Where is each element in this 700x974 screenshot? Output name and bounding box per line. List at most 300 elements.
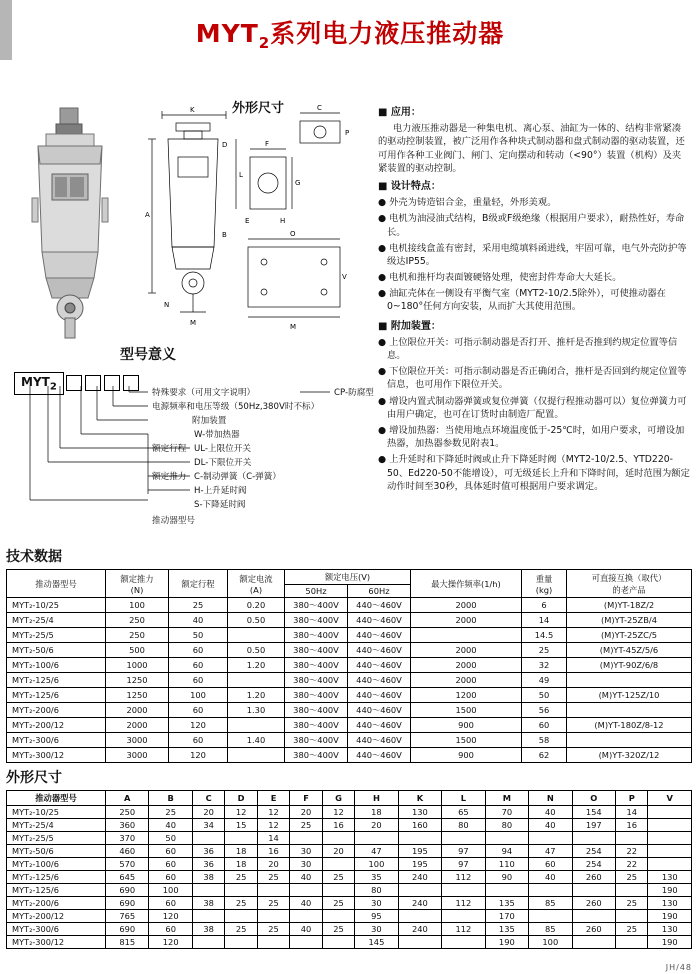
svg-text:M: M xyxy=(290,323,297,331)
dim-M-cell: 135 xyxy=(485,923,528,936)
force-cell: 3000 xyxy=(106,748,169,763)
leader-label: 额定推力 xyxy=(152,472,187,482)
dim-L-cell: 112 xyxy=(442,897,485,910)
dim-F-cell: 40 xyxy=(290,871,322,884)
dimension-drawings xyxy=(140,97,355,347)
force-cell: 500 xyxy=(106,643,169,658)
dim-V-cell: 190 xyxy=(648,884,692,897)
dim-C-cell: 34 xyxy=(192,819,224,832)
dimension-drawing-caption: 外形尺寸 xyxy=(232,101,285,116)
dim-C-cell xyxy=(192,832,224,845)
dim-P-cell: 25 xyxy=(616,871,648,884)
dim-E-cell xyxy=(257,936,289,949)
table-row xyxy=(7,806,692,819)
voltage50-cell: 380～400V xyxy=(285,733,348,748)
dim-P-cell: 14 xyxy=(616,806,648,819)
stroke-cell: 25 xyxy=(169,598,228,613)
dim-E-cell xyxy=(257,910,289,923)
dim-L-cell xyxy=(442,832,485,845)
dimension-table xyxy=(6,790,692,949)
voltage60-cell: 440～460V xyxy=(348,688,411,703)
table-row xyxy=(7,910,692,923)
weight-cell: 60 xyxy=(522,718,567,733)
svg-text:K: K xyxy=(190,106,195,114)
dim-F-cell xyxy=(290,936,322,949)
force-cell: 1250 xyxy=(106,673,169,688)
dim-M-cell: 110 xyxy=(485,858,528,871)
dim-L-cell: 112 xyxy=(442,871,485,884)
svg-text:A: A xyxy=(145,211,150,219)
dim-C-cell xyxy=(192,936,224,949)
dim-V-cell xyxy=(648,806,692,819)
th-current: 额定电流 (A) xyxy=(228,570,285,598)
dims-th-o: O xyxy=(572,791,615,806)
dim-N-cell: 60 xyxy=(529,858,572,871)
dim-B-cell: 25 xyxy=(149,806,192,819)
table-row xyxy=(7,832,692,845)
dim-V-cell xyxy=(648,819,692,832)
table-row xyxy=(7,884,692,897)
dim-D-cell: 15 xyxy=(225,819,257,832)
current-cell: 0.50 xyxy=(228,643,285,658)
dim-C-cell: 36 xyxy=(192,845,224,858)
dim-F-cell: 40 xyxy=(290,897,322,910)
table-row xyxy=(7,733,692,748)
dim-P-cell xyxy=(616,832,648,845)
leader-label: 附加装置 xyxy=(192,416,227,426)
dim-P-cell xyxy=(616,910,648,923)
model-cell: MYT₂-200/12 xyxy=(7,718,106,733)
leader-label: S-下降延时阀 xyxy=(194,500,246,510)
svg-text:L: L xyxy=(239,171,243,179)
table-row xyxy=(7,658,692,673)
dims-th-v: V xyxy=(648,791,692,806)
model-cell: MYT₂-100/6 xyxy=(7,858,106,871)
replace-cell xyxy=(567,733,692,748)
stroke-cell: 120 xyxy=(169,718,228,733)
leader-label: CP-防腐型 xyxy=(334,388,374,398)
dim-B-cell: 40 xyxy=(149,819,192,832)
dim-M-cell: 70 xyxy=(485,806,528,819)
tech-section-title: 技术数据 xyxy=(6,549,62,565)
stroke-cell: 60 xyxy=(169,673,228,688)
model-cell: MYT₂-125/6 xyxy=(7,688,106,703)
dim-L-cell: 97 xyxy=(442,858,485,871)
th-force: 额定推力 (N) xyxy=(106,570,169,598)
weight-cell: 50 xyxy=(522,688,567,703)
dim-G-cell: 25 xyxy=(322,871,354,884)
dim-K-cell: 240 xyxy=(398,923,441,936)
dim-D-cell xyxy=(225,910,257,923)
leader-label: 推动器型号 xyxy=(152,516,195,526)
th-voltage: 额定电压(V) xyxy=(285,570,411,585)
dim-G-cell: 25 xyxy=(322,923,354,936)
dim-V-cell: 190 xyxy=(648,910,692,923)
voltage60-cell: 440～460V xyxy=(348,733,411,748)
dim-P-cell: 25 xyxy=(616,897,648,910)
dim-M-cell: 94 xyxy=(485,845,528,858)
dim-O-cell xyxy=(572,884,615,897)
replace-cell: (M)YT-180Z/8-12 xyxy=(567,718,692,733)
dim-G-cell: 12 xyxy=(322,806,354,819)
model-cell: MYT₂-125/6 xyxy=(7,673,106,688)
dim-B-cell: 60 xyxy=(149,858,192,871)
dim-P-cell xyxy=(616,884,648,897)
current-cell xyxy=(228,673,285,688)
current-cell: 1.40 xyxy=(228,733,285,748)
dim-L-cell xyxy=(442,884,485,897)
product-photo xyxy=(8,102,138,342)
model-cell: MYT₂-300/6 xyxy=(7,923,106,936)
page-title-rest: 系列电力液压推动器 xyxy=(270,19,505,48)
leader-label: UL-上限位开关 xyxy=(194,444,251,454)
dim-N-cell: 40 xyxy=(529,871,572,884)
leader-label: H-上升延时阀 xyxy=(194,486,247,496)
weight-cell: 32 xyxy=(522,658,567,673)
dims-th-f: F xyxy=(290,791,322,806)
dim-G-cell: 25 xyxy=(322,897,354,910)
dim-O-cell xyxy=(572,832,615,845)
model-code-text: MYT xyxy=(21,375,50,389)
dim-K-cell: 240 xyxy=(398,897,441,910)
frequency-cell: 900 xyxy=(411,718,522,733)
leader-label: W-带加热器 xyxy=(194,430,240,440)
dim-M-cell: 80 xyxy=(485,819,528,832)
dim-H-cell: 30 xyxy=(355,923,398,936)
dims-th-c: C xyxy=(192,791,224,806)
dim-O-cell xyxy=(572,936,615,949)
dim-M-cell: 190 xyxy=(485,936,528,949)
dim-N-cell: 100 xyxy=(529,936,572,949)
dim-D-cell xyxy=(225,884,257,897)
voltage60-cell: 440～460V xyxy=(348,598,411,613)
dim-M-cell xyxy=(485,884,528,897)
weight-cell: 14.5 xyxy=(522,628,567,643)
dim-F-cell xyxy=(290,832,322,845)
table-row xyxy=(7,748,692,763)
replace-cell: (M)YT-90Z/6/8 xyxy=(567,658,692,673)
model-cell: MYT₂-300/6 xyxy=(7,733,106,748)
dim-A-cell: 370 xyxy=(106,832,149,845)
dim-H-cell: 80 xyxy=(355,884,398,897)
dim-P-cell: 22 xyxy=(616,845,648,858)
dim-M-cell xyxy=(485,832,528,845)
dim-H-cell: 20 xyxy=(355,819,398,832)
dim-E-cell: 14 xyxy=(257,832,289,845)
dim-O-cell: 154 xyxy=(572,806,615,819)
dim-N-cell xyxy=(529,832,572,845)
current-cell: 1.20 xyxy=(228,688,285,703)
th-v60: 60Hz xyxy=(348,585,411,598)
voltage50-cell: 380～400V xyxy=(285,658,348,673)
dims-th-p: P xyxy=(616,791,648,806)
dim-N-cell xyxy=(529,884,572,897)
dims-th-b: B xyxy=(149,791,192,806)
dims-th-g: G xyxy=(322,791,354,806)
stroke-cell: 60 xyxy=(169,658,228,673)
current-cell xyxy=(228,748,285,763)
dim-H-cell xyxy=(355,832,398,845)
current-cell: 1.20 xyxy=(228,658,285,673)
frequency-cell: 900 xyxy=(411,748,522,763)
leader-label: C-制动弹簧（C-弹簧） xyxy=(194,472,281,482)
dim-O-cell: 260 xyxy=(572,897,615,910)
voltage50-cell: 380～400V xyxy=(285,598,348,613)
dim-H-cell: 145 xyxy=(355,936,398,949)
dims-th-model: 推动器型号 xyxy=(7,791,106,806)
model-cell: MYT₂-125/6 xyxy=(7,871,106,884)
dim-N-cell: 40 xyxy=(529,806,572,819)
voltage50-cell: 380～400V xyxy=(285,718,348,733)
frequency-cell: 2000 xyxy=(411,598,522,613)
weight-cell: 25 xyxy=(522,643,567,658)
table-row xyxy=(7,819,692,832)
dims-th-m: M xyxy=(485,791,528,806)
dim-L-cell: 65 xyxy=(442,806,485,819)
page-title-sub: 2 xyxy=(258,34,271,52)
design-heading: ■ 设计特点： xyxy=(378,180,441,192)
dim-N-cell: 85 xyxy=(529,897,572,910)
current-cell: 1.30 xyxy=(228,703,285,718)
table-row xyxy=(7,858,692,871)
dim-V-cell xyxy=(648,845,692,858)
leader-lines xyxy=(0,342,700,542)
th-v50: 50Hz xyxy=(285,585,348,598)
dim-M-cell: 170 xyxy=(485,910,528,923)
dim-N-cell xyxy=(529,910,572,923)
dims-header xyxy=(7,791,692,806)
dim-C-cell: 20 xyxy=(192,806,224,819)
model-cell: MYT₂-200/6 xyxy=(7,703,106,718)
current-cell xyxy=(228,628,285,643)
model-cell: MYT₂-25/4 xyxy=(7,613,106,628)
dim-E-cell: 25 xyxy=(257,871,289,884)
list-item: ● 电机为油浸油式结构，B级或F级绝缘（根据用户要求），耐热性好，寿命长。 xyxy=(378,213,685,238)
svg-text:G: G xyxy=(295,179,301,187)
weight-cell: 58 xyxy=(522,733,567,748)
dim-G-cell xyxy=(322,936,354,949)
dim-E-cell: 12 xyxy=(257,806,289,819)
dim-D-cell xyxy=(225,832,257,845)
dim-O-cell: 197 xyxy=(572,819,615,832)
dim-A-cell: 815 xyxy=(106,936,149,949)
force-cell: 250 xyxy=(106,613,169,628)
dim-A-cell: 690 xyxy=(106,923,149,936)
svg-text:C: C xyxy=(317,104,322,112)
dim-K-cell: 195 xyxy=(398,845,441,858)
replace-cell: (M)YT-18Z/2 xyxy=(567,598,692,613)
dim-K-cell xyxy=(398,884,441,897)
replace-cell: (M)YT-25ZB/4 xyxy=(567,613,692,628)
table-row xyxy=(7,845,692,858)
list-item: ● 上升延时和下降延时阀或止升下降延时阀（MYT2-10/2.5、YTD220-50、Ed220-50不能增设），可无级延长上升和下降时间，延时范围为额定动作时间至30秒，具体延时值可根据用户要求调定。 xyxy=(378,454,690,492)
dim-C-cell: 36 xyxy=(192,858,224,871)
dim-E-cell: 20 xyxy=(257,858,289,871)
dim-F-cell: 30 xyxy=(290,858,322,871)
stroke-cell: 60 xyxy=(169,733,228,748)
weight-cell: 62 xyxy=(522,748,567,763)
stroke-cell: 40 xyxy=(169,613,228,628)
dims-th-h: H xyxy=(355,791,398,806)
list-item: ● 上位限位开关：可指示制动器是否打开、推杆是否推到约规定位置等信息。 xyxy=(378,336,678,361)
model-cell: MYT₂-10/25 xyxy=(7,598,106,613)
dim-F-cell xyxy=(290,884,322,897)
force-cell: 2000 xyxy=(106,703,169,718)
voltage60-cell: 440～460V xyxy=(348,658,411,673)
dim-M-cell: 135 xyxy=(485,897,528,910)
model-cell: MYT₂-50/6 xyxy=(7,845,106,858)
leader-label: DL-下限位开关 xyxy=(194,458,252,468)
dim-O-cell: 254 xyxy=(572,858,615,871)
dim-P-cell: 25 xyxy=(616,923,648,936)
dim-L-cell xyxy=(442,910,485,923)
svg-text:E: E xyxy=(245,217,250,225)
dim-L-cell xyxy=(442,936,485,949)
dim-A-cell: 690 xyxy=(106,897,149,910)
dim-V-cell: 130 xyxy=(648,871,692,884)
force-cell: 1250 xyxy=(106,688,169,703)
table-row xyxy=(7,628,692,643)
left-gray-band xyxy=(0,0,12,60)
voltage60-cell: 440～460V xyxy=(348,673,411,688)
stroke-cell: 60 xyxy=(169,643,228,658)
dims-table-body xyxy=(7,806,692,949)
leader-label: 额定行程 xyxy=(152,444,187,454)
table-row xyxy=(7,871,692,884)
dim-L-cell: 80 xyxy=(442,819,485,832)
table-row xyxy=(7,703,692,718)
svg-text:P: P xyxy=(345,129,350,137)
model-cell: MYT₂-100/6 xyxy=(7,658,106,673)
page-title xyxy=(0,0,700,52)
dim-H-cell: 18 xyxy=(355,806,398,819)
dim-C-cell: 38 xyxy=(192,871,224,884)
table-row xyxy=(7,923,692,936)
dim-B-cell: 60 xyxy=(149,845,192,858)
dim-K-cell: 240 xyxy=(398,871,441,884)
voltage50-cell: 380～400V xyxy=(285,628,348,643)
force-cell: 2000 xyxy=(106,718,169,733)
leader-label: 电源频率和电压等级（50Hz,380V时不标） xyxy=(152,402,320,412)
list-item: ● 电机和推杆均表面镀硬铬处理，使密封件寿命大大延长。 xyxy=(378,272,622,284)
th-replace: 可直接互换（取代） 的老产品 xyxy=(567,570,692,598)
frequency-cell xyxy=(411,628,522,643)
dims-th-k: K xyxy=(398,791,441,806)
dim-O-cell: 260 xyxy=(572,871,615,884)
force-cell: 250 xyxy=(106,628,169,643)
table-row xyxy=(7,688,692,703)
dim-H-cell: 35 xyxy=(355,871,398,884)
dim-H-cell: 100 xyxy=(355,858,398,871)
dims-th-e: E xyxy=(257,791,289,806)
table-row xyxy=(7,936,692,949)
tech-table-body xyxy=(7,598,692,763)
dim-H-cell: 30 xyxy=(355,897,398,910)
dim-H-cell: 47 xyxy=(355,845,398,858)
dim-N-cell: 85 xyxy=(529,923,572,936)
dim-K-cell: 195 xyxy=(398,858,441,871)
table-row xyxy=(7,613,692,628)
frequency-cell: 1500 xyxy=(411,733,522,748)
voltage60-cell: 440～460V xyxy=(348,628,411,643)
dim-D-cell: 25 xyxy=(225,923,257,936)
dim-G-cell: 16 xyxy=(322,819,354,832)
voltage60-cell: 440～460V xyxy=(348,643,411,658)
weight-cell: 14 xyxy=(522,613,567,628)
dim-O-cell: 254 xyxy=(572,845,615,858)
dim-P-cell xyxy=(616,936,648,949)
model-cell: MYT₂-300/12 xyxy=(7,748,106,763)
table-header-row xyxy=(7,570,692,585)
dim-E-cell: 25 xyxy=(257,923,289,936)
dim-B-cell: 60 xyxy=(149,923,192,936)
replace-cell: (M)YT-45Z/5/6 xyxy=(567,643,692,658)
page-title-main: MYT xyxy=(195,19,259,48)
dim-F-cell: 30 xyxy=(290,845,322,858)
force-cell: 3000 xyxy=(106,733,169,748)
dim-P-cell: 16 xyxy=(616,819,648,832)
svg-text:H: H xyxy=(280,217,286,225)
application-text: 电力液压推动器是一种集电机、离心泵、油缸为一体的、结构非常紧凑的驱动控制装置，被广泛用作各种块式制动器和盘式制动器的驱动装置，还可用作各种工业阀门、闸门、定向摆动和转动（<90°）装置（机构）及夹紧装置的驱动控制。 xyxy=(378,123,685,174)
replace-cell xyxy=(567,703,692,718)
dims-th-n: N xyxy=(529,791,572,806)
model-cell: MYT₂-125/6 xyxy=(7,884,106,897)
dim-N-cell: 40 xyxy=(529,819,572,832)
table-row xyxy=(7,643,692,658)
dim-A-cell: 250 xyxy=(106,806,149,819)
dims-th-l: L xyxy=(442,791,485,806)
list-item: ● 油缸壳体在一侧设有平衡气室（MYT2-10/2.5除外），可使推动器在0~180°任何方向安装，从而扩大其使用范围。 xyxy=(378,288,666,313)
th-frequency: 最大操作频率(1/h) xyxy=(411,570,522,598)
voltage50-cell: 380～400V xyxy=(285,643,348,658)
voltage60-cell: 440～460V xyxy=(348,718,411,733)
dim-M-cell: 90 xyxy=(485,871,528,884)
th-stroke: 额定行程 xyxy=(169,570,228,598)
model-code-sub: 2 xyxy=(49,381,57,393)
dim-N-cell: 47 xyxy=(529,845,572,858)
dim-A-cell: 765 xyxy=(106,910,149,923)
dim-V-cell xyxy=(648,832,692,845)
voltage50-cell: 380～400V xyxy=(285,673,348,688)
table-row xyxy=(7,598,692,613)
dim-A-cell: 360 xyxy=(106,819,149,832)
dim-G-cell xyxy=(322,910,354,923)
frequency-cell: 2000 xyxy=(411,643,522,658)
dim-C-cell xyxy=(192,884,224,897)
dim-F-cell: 40 xyxy=(290,923,322,936)
voltage60-cell: 440～460V xyxy=(348,703,411,718)
model-cell: MYT₂-25/5 xyxy=(7,832,106,845)
dim-C-cell: 38 xyxy=(192,923,224,936)
dim-L-cell: 112 xyxy=(442,923,485,936)
model-cell: MYT₂-300/12 xyxy=(7,936,106,949)
voltage50-cell: 380～400V xyxy=(285,613,348,628)
dim-D-cell: 25 xyxy=(225,897,257,910)
voltage50-cell: 380～400V xyxy=(285,688,348,703)
list-item: ● 电机接线盒盖有密封，采用电缆填料函进线，牢固可靠，电气外壳防护等级达IP55。 xyxy=(378,242,687,267)
dim-K-cell xyxy=(398,832,441,845)
dim-D-cell: 12 xyxy=(225,806,257,819)
svg-text:F: F xyxy=(265,140,270,148)
table-row xyxy=(7,718,692,733)
frequency-cell: 1200 xyxy=(411,688,522,703)
replace-cell: (M)YT-25ZC/5 xyxy=(567,628,692,643)
th-model: 推动器型号 xyxy=(7,570,106,598)
dim-C-cell: 38 xyxy=(192,897,224,910)
table-row xyxy=(7,897,692,910)
dim-C-cell xyxy=(192,910,224,923)
stroke-cell: 60 xyxy=(169,703,228,718)
